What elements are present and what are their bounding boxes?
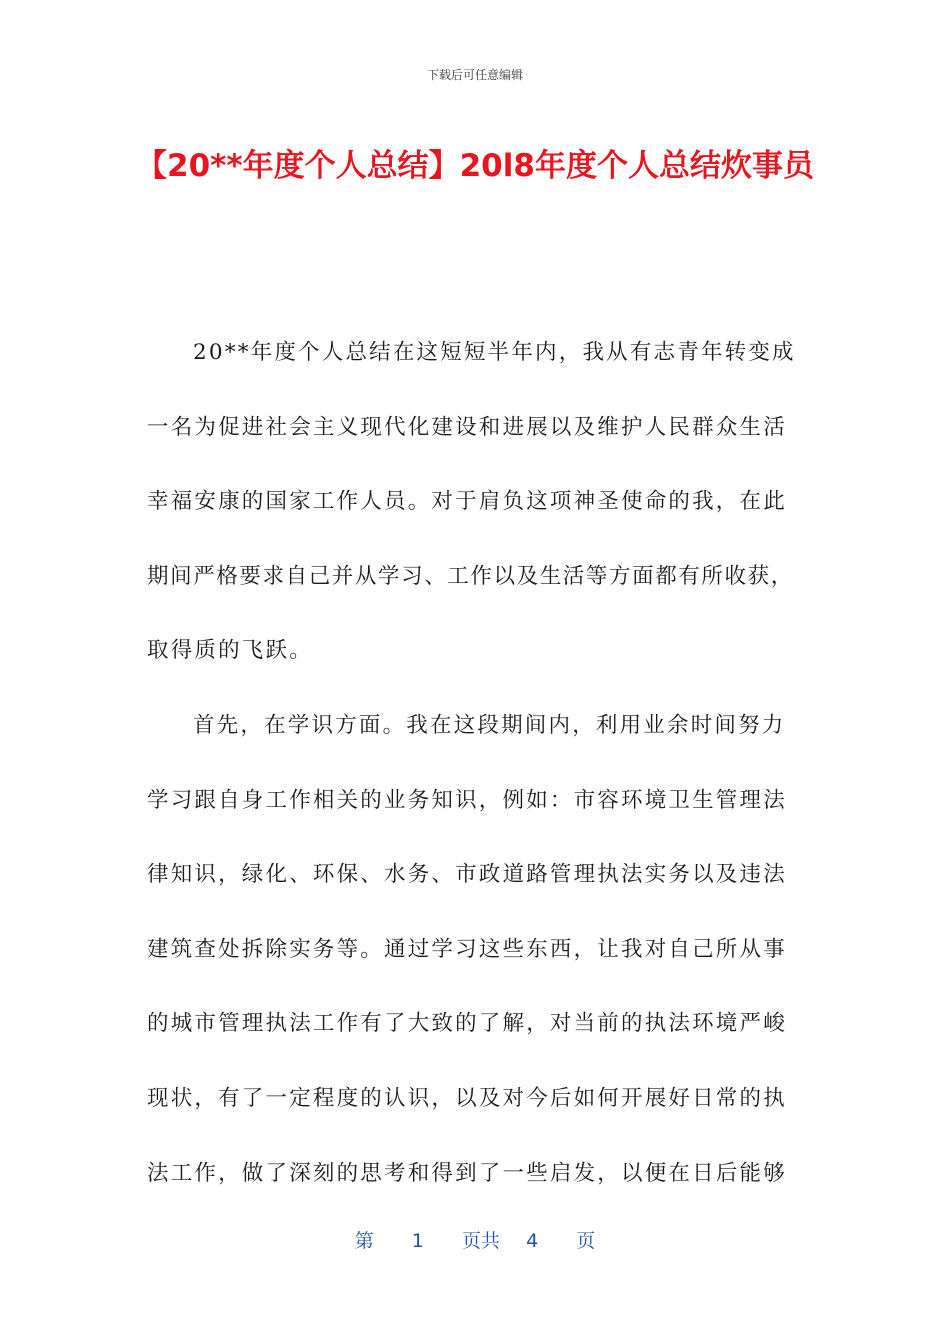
body-line: 律知识，绿化、环保、水务、市政道路管理执法实务以及违法	[147, 862, 787, 888]
body-line: 期间严格要求自己并从学习、工作以及生活等方面都有所收获，	[147, 563, 794, 589]
body-line: 首先，在学识方面。我在这段期间内，利用业余时间努力	[193, 712, 786, 738]
body-line: 建筑查处拆除实务等。通过学习这些东西，让我对自己所从事	[147, 936, 787, 962]
document-body	[147, 316, 803, 1211]
body-line: 法工作，做了深刻的思考和得到了一些启发，以便在日后能够	[147, 1160, 787, 1186]
footer-suffix: 页	[576, 1230, 596, 1252]
header-note: 下载后可任意编辑	[426, 68, 523, 82]
body-line: 学习跟自身工作相关的业务知识，例如：市容环境卫生管理法	[147, 787, 787, 813]
document-title: 【20**年度个人总结】20l8年度个人总结炊事员	[136, 148, 814, 184]
footer-middle: 页共	[461, 1230, 500, 1252]
body-line: 取得质的飞跃。	[147, 638, 313, 664]
footer-total-pages: 4	[526, 1230, 539, 1252]
body-line: 一名为促进社会主义现代化建设和进展以及维护人民群众生活	[147, 414, 787, 440]
page-footer	[0, 1226, 950, 1253]
body-line: 的城市管理执法工作有了大致的了解，对当前的执法环境严峻	[147, 1011, 787, 1037]
footer-page-number: 1	[411, 1230, 424, 1252]
body-line: 20**年度个人总结在这短短半年内，我从有志青年转变成	[193, 340, 796, 365]
body-line: 幸福安康的国家工作人员。对于肩负这项神圣使命的我，在此	[147, 489, 787, 515]
body-line: 现状，有了一定程度的认识，以及对今后如何开展好日常的执	[147, 1085, 787, 1111]
footer-prefix: 第	[354, 1230, 374, 1252]
